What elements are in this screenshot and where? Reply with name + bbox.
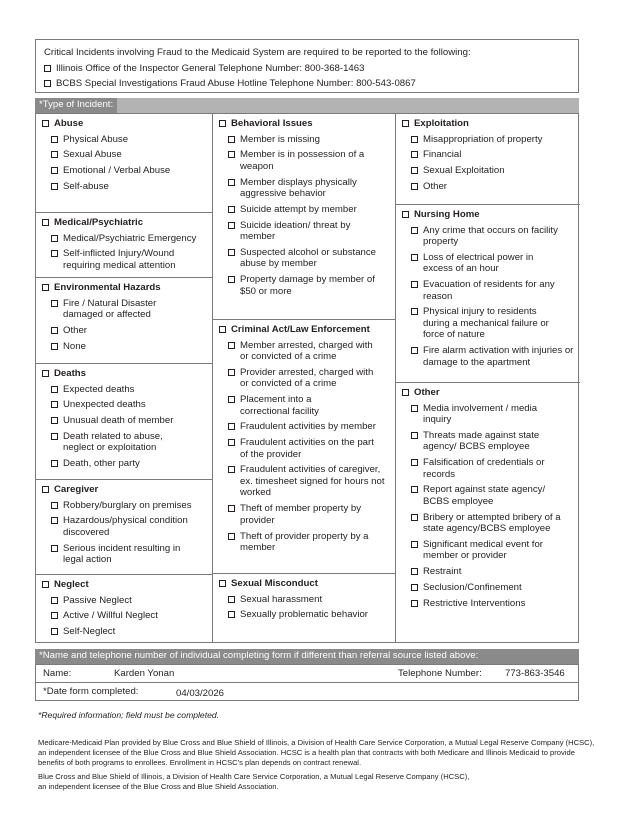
list-item[interactable]	[402, 582, 580, 594]
checkbox[interactable]	[51, 300, 58, 307]
contact-oig-label: Illinois Office of the Inspector General Telephone Number: 800-368-1463	[56, 62, 365, 74]
checkbox[interactable]	[228, 611, 235, 618]
list-item[interactable]	[402, 134, 580, 146]
footer-paragraph-2: Blue Cross and Blue Shield of Illinois, a Division of Health Care Service Corporation, a Mutual Legal Reserve Company (HCSC), an independent licensee of the Blue Cross and Blue Shield Association.	[38, 772, 470, 792]
checkbox[interactable]	[411, 308, 418, 315]
item-label: Placement into a correctional facility	[240, 394, 319, 417]
list-item[interactable]	[42, 431, 212, 454]
list-item[interactable]	[219, 609, 395, 621]
checkbox[interactable]	[228, 423, 235, 430]
checkbox[interactable]	[44, 80, 51, 87]
checkbox[interactable]	[51, 343, 58, 350]
fraud-contacts-box	[35, 39, 579, 93]
list-item[interactable]	[402, 181, 580, 193]
item-label: Self-Neglect	[63, 626, 116, 638]
checkbox[interactable]	[51, 183, 58, 190]
category-title: Caregiver	[54, 484, 99, 495]
list-item[interactable]	[402, 484, 580, 507]
list-item[interactable]	[219, 149, 395, 172]
list-item[interactable]	[402, 566, 580, 578]
category-abuse[interactable]	[42, 118, 212, 130]
section-criminal	[213, 319, 395, 573]
list-item[interactable]	[219, 220, 395, 243]
item-label: Other	[63, 324, 87, 336]
checkbox[interactable]	[228, 466, 235, 473]
list-item[interactable]	[42, 399, 212, 411]
checkbox[interactable]	[219, 120, 226, 127]
category-medical[interactable]	[42, 217, 212, 229]
item-label: Falsification of credentials or records	[423, 457, 545, 480]
category-exploitation[interactable]	[402, 118, 580, 130]
checkbox[interactable]	[411, 600, 418, 607]
list-item[interactable]	[402, 225, 580, 248]
item-label: Property damage by member of $50 or more	[240, 274, 375, 297]
checkbox[interactable]	[51, 235, 58, 242]
checkbox[interactable]	[42, 370, 49, 377]
checkbox[interactable]	[228, 222, 235, 229]
list-item[interactable]	[42, 341, 212, 353]
category-title: Behavioral Issues	[231, 118, 313, 129]
category-behavioral[interactable]	[219, 118, 395, 130]
fraud-intro-text: Critical Incidents involving Fraud to the Medicaid System are required to be reported to the following:	[44, 47, 471, 58]
category-nursing[interactable]	[402, 209, 580, 221]
category-criminal[interactable]	[219, 324, 395, 336]
checkbox[interactable]	[402, 211, 409, 218]
checkbox[interactable]	[228, 342, 235, 349]
item-label: Restraint	[423, 566, 462, 578]
item-label: Any crime that occurs on facility property	[423, 224, 558, 247]
category-other[interactable]	[402, 387, 580, 399]
item-label: None	[63, 340, 86, 352]
checkbox[interactable]	[42, 486, 49, 493]
checkbox[interactable]	[51, 628, 58, 635]
checkbox[interactable]	[411, 405, 418, 412]
checkbox[interactable]	[51, 545, 58, 552]
list-item[interactable]	[402, 252, 580, 275]
type-of-incident-label: *Type of Incident:	[35, 98, 117, 113]
item-label: Member is missing	[240, 133, 320, 145]
checkbox[interactable]	[42, 120, 49, 127]
list-item[interactable]	[219, 134, 395, 146]
list-item[interactable]	[42, 415, 212, 427]
checkbox[interactable]	[411, 183, 418, 190]
section-abuse	[36, 114, 212, 212]
required-note: *Required information; field must be completed.	[38, 710, 220, 720]
item-label: Suspected alcohol or substance abuse by member	[240, 246, 376, 270]
list-item[interactable]	[402, 430, 580, 453]
type-of-incident-band	[35, 98, 579, 113]
list-item[interactable]	[219, 421, 395, 433]
completer-info-box	[35, 664, 579, 701]
checkbox[interactable]	[411, 151, 418, 158]
item-label: Fire alarm activation with injuries or damage to the apartment	[423, 345, 574, 368]
list-item[interactable]	[219, 340, 395, 363]
category-caregiver[interactable]	[42, 484, 212, 496]
category-title: Deaths	[54, 368, 86, 379]
section-deaths	[36, 363, 212, 479]
item-label: Suicide attempt by member	[240, 203, 357, 215]
section-behavioral	[213, 114, 395, 319]
date-field[interactable]: 04/03/2026	[176, 688, 225, 699]
item-label: Member displays physically aggressive behavior	[240, 176, 357, 200]
item-label: Evacuation of residents for any reason	[423, 279, 555, 302]
section-sexual	[213, 573, 395, 642]
item-label: Fraudulent activities by member	[240, 421, 376, 433]
checkbox[interactable]	[51, 502, 58, 509]
item-label: Sexual harassment	[240, 593, 323, 605]
item-label: Threats made against state agency/ BCBS employee	[423, 429, 540, 453]
list-item[interactable]	[219, 594, 395, 606]
list-item[interactable]	[219, 367, 395, 390]
list-item[interactable]	[42, 500, 212, 512]
list-item[interactable]	[219, 274, 395, 297]
item-label: Loss of electrical power in excess of an hour	[423, 251, 534, 275]
item-label: Self-inflicted Injury/Wound requiring medical attention	[63, 248, 176, 271]
item-label: Physical injury to residents during a mechanical failure or force of nature	[423, 306, 549, 341]
checkbox[interactable]	[51, 517, 58, 524]
section-nursing	[396, 204, 580, 382]
item-label: Seclusion/Confinement	[423, 582, 522, 594]
section-medical	[36, 212, 212, 277]
item-label: Member arrested, charged with or convicted of a crime	[240, 339, 373, 362]
list-item[interactable]	[402, 539, 580, 562]
list-item[interactable]	[42, 325, 212, 337]
checkbox[interactable]	[228, 151, 235, 158]
date-row	[36, 683, 578, 702]
checkbox[interactable]	[228, 136, 235, 143]
incident-type-table	[35, 113, 579, 643]
item-label: Theft of member property by provider	[240, 503, 362, 526]
checkbox[interactable]	[402, 120, 409, 127]
checkbox[interactable]	[228, 276, 235, 283]
contact-oig[interactable]	[44, 61, 570, 77]
list-item[interactable]	[219, 204, 395, 216]
category-environmental[interactable]	[42, 282, 212, 294]
item-label: Robbery/burglary on premises	[63, 499, 192, 511]
checkbox[interactable]	[228, 439, 235, 446]
list-item[interactable]	[42, 384, 212, 396]
item-label: Unexpected deaths	[63, 399, 146, 411]
checkbox[interactable]	[228, 505, 235, 512]
section-environmental	[36, 277, 212, 363]
category-title: Other	[414, 387, 440, 398]
list-item[interactable]	[42, 149, 212, 161]
checkbox[interactable]	[51, 401, 58, 408]
list-item[interactable]	[42, 458, 212, 470]
list-item[interactable]	[42, 626, 212, 638]
list-item[interactable]	[402, 345, 580, 368]
item-label: Death, other party	[63, 458, 140, 470]
list-item[interactable]	[402, 149, 580, 161]
section-neglect	[36, 574, 212, 642]
checkbox[interactable]	[228, 249, 235, 256]
item-label: Media involvement / media inquiry	[423, 402, 538, 425]
phone-label: Telephone Number:	[398, 668, 482, 679]
name-label: Name:	[43, 668, 72, 679]
list-item[interactable]	[219, 503, 395, 526]
date-label: *Date form completed:	[43, 686, 139, 697]
checkbox[interactable]	[51, 250, 58, 257]
checkbox[interactable]	[44, 65, 51, 72]
name-phone-row	[36, 665, 578, 683]
checkbox[interactable]	[51, 386, 58, 393]
item-label: Fraudulent activities on the part of the provider	[240, 437, 374, 460]
checkbox[interactable]	[411, 486, 418, 493]
list-item[interactable]	[42, 610, 212, 622]
list-item[interactable]	[42, 595, 212, 607]
list-item[interactable]	[402, 279, 580, 302]
list-item[interactable]	[219, 464, 395, 499]
list-item[interactable]	[219, 531, 395, 554]
checkbox[interactable]	[42, 219, 49, 226]
incident-column-1	[36, 114, 213, 642]
item-label: Other	[423, 180, 447, 192]
checkbox[interactable]	[51, 417, 58, 424]
list-item[interactable]	[42, 515, 212, 538]
item-label: Financial	[423, 149, 462, 161]
list-item[interactable]	[219, 394, 395, 417]
checkbox[interactable]	[51, 460, 58, 467]
item-label: Serious incident resulting in legal action	[63, 542, 181, 566]
item-label: Emotional / Verbal Abuse	[63, 165, 171, 177]
item-label: Theft of provider property by a member	[240, 530, 369, 554]
category-deaths[interactable]	[42, 368, 212, 380]
checkbox[interactable]	[51, 136, 58, 143]
item-label: Member is in possession of a weapon	[240, 149, 365, 172]
list-item[interactable]	[42, 134, 212, 146]
section-caregiver	[36, 479, 212, 574]
checkbox[interactable]	[228, 179, 235, 186]
item-label: Restrictive Interventions	[423, 597, 526, 609]
list-item[interactable]	[402, 165, 580, 177]
category-title: Sexual Misconduct	[231, 578, 318, 589]
item-label: Fraudulent activities of caregiver, ex. timesheet signed for hours not worked	[240, 464, 385, 499]
category-title: Abuse	[54, 118, 84, 129]
checkbox[interactable]	[411, 227, 418, 234]
checkbox[interactable]	[411, 568, 418, 575]
list-item[interactable]	[42, 543, 212, 566]
checkbox[interactable]	[51, 433, 58, 440]
phone-field[interactable]: 773-863-3546	[505, 668, 565, 679]
item-label: Provider arrested, charged with or convicted of a crime	[240, 366, 374, 390]
checkbox[interactable]	[411, 459, 418, 466]
item-label: Hazardous/physical condition discovered	[63, 515, 188, 538]
list-item[interactable]	[42, 248, 212, 271]
item-label: Expected deaths	[63, 383, 135, 395]
checkbox[interactable]	[228, 533, 235, 540]
checkbox[interactable]	[411, 514, 418, 521]
category-title: Exploitation	[414, 118, 469, 129]
list-item[interactable]	[219, 437, 395, 460]
checkbox[interactable]	[51, 612, 58, 619]
item-label: Sexual Exploitation	[423, 165, 505, 177]
list-item[interactable]	[402, 598, 580, 610]
category-title: Medical/Psychiatric	[54, 217, 144, 228]
list-item[interactable]	[402, 512, 580, 535]
item-label: Passive Neglect	[63, 594, 132, 606]
contact-bcbs-label: BCBS Special Investigations Fraud Abuse Hotline Telephone Number: 800-543-0867	[56, 78, 416, 89]
item-label: Sexual Abuse	[63, 149, 122, 161]
contact-bcbs[interactable]	[44, 76, 570, 92]
item-label: Suicide ideation/ threat by member	[240, 219, 351, 243]
list-item[interactable]	[219, 247, 395, 270]
checkbox[interactable]	[42, 581, 49, 588]
checkbox[interactable]	[411, 432, 418, 439]
item-label: Significant medical event for member or provider	[423, 538, 543, 562]
list-item[interactable]	[402, 403, 580, 426]
item-label: Report against state agency/ BCBS employee	[423, 484, 546, 507]
checkbox[interactable]	[411, 584, 418, 591]
checkbox[interactable]	[402, 389, 409, 396]
footer-paragraph-1: Medicare-Medicaid Plan provided by Blue Cross and Blue Shield of Illinois, a Division of Health Care Service Corporation, a Mutual Legal Reserve Company (HCSC), an independent licensee of the Blue Cross and Blue Shield Association. HCSC is a health plan that contracts with both Medicare and Illinois Medicaid to provide benefits of both programs to enrollees. Enrollment in HCSC's plan depends on contract renewal.	[38, 738, 595, 768]
checkbox[interactable]	[228, 369, 235, 376]
category-title: Environmental Hazards	[54, 282, 161, 293]
checkbox[interactable]	[411, 347, 418, 354]
item-label: Bribery or attempted bribery of a state agency/BCBS employee	[423, 511, 561, 535]
category-sexual[interactable]	[219, 578, 395, 590]
category-title: Criminal Act/Law Enforcement	[231, 324, 370, 335]
item-label: Self-abuse	[63, 180, 109, 192]
item-label: Fire / Natural Disaster damaged or affected	[63, 297, 157, 320]
item-label: Unusual death of member	[63, 415, 174, 427]
checkbox[interactable]	[411, 167, 418, 174]
checkbox[interactable]	[228, 396, 235, 403]
completer-info-band	[35, 649, 579, 664]
checkbox[interactable]	[411, 541, 418, 548]
name-field[interactable]: Karden Yonan	[114, 668, 175, 679]
checkbox[interactable]	[51, 597, 58, 604]
section-other	[396, 382, 580, 642]
category-title: Nursing Home	[414, 209, 480, 220]
checkbox[interactable]	[42, 284, 49, 291]
item-label: Active / Willful Neglect	[63, 610, 158, 622]
checkbox[interactable]	[411, 281, 418, 288]
category-neglect[interactable]	[42, 579, 212, 591]
checkbox[interactable]	[411, 254, 418, 261]
checkbox[interactable]	[51, 151, 58, 158]
item-label: Medical/Psychiatric Emergency	[63, 232, 197, 244]
list-item[interactable]	[402, 457, 580, 480]
item-label: Death related to abuse, neglect or exploitation	[63, 430, 163, 454]
item-label: Physical Abuse	[63, 133, 129, 145]
checkbox[interactable]	[219, 580, 226, 587]
list-item[interactable]	[42, 165, 212, 177]
checkbox[interactable]	[51, 327, 58, 334]
item-label: Misappropriation of property	[423, 133, 543, 145]
item-label: Sexually problematic behavior	[240, 609, 368, 621]
section-exploitation	[396, 114, 580, 204]
list-item[interactable]	[219, 177, 395, 200]
checkbox[interactable]	[411, 136, 418, 143]
list-item[interactable]	[42, 298, 212, 321]
list-item[interactable]	[42, 233, 212, 245]
checkbox[interactable]	[51, 167, 58, 174]
checkbox[interactable]	[228, 206, 235, 213]
completer-info-label: *Name and telephone number of individual completing form if different than referral source listed above:	[35, 649, 579, 664]
incident-column-2	[213, 114, 396, 642]
category-title: Neglect	[54, 579, 89, 590]
list-item[interactable]	[42, 181, 212, 193]
checkbox[interactable]	[219, 326, 226, 333]
checkbox[interactable]	[228, 596, 235, 603]
list-item[interactable]	[402, 306, 580, 341]
incident-column-3	[396, 114, 580, 642]
